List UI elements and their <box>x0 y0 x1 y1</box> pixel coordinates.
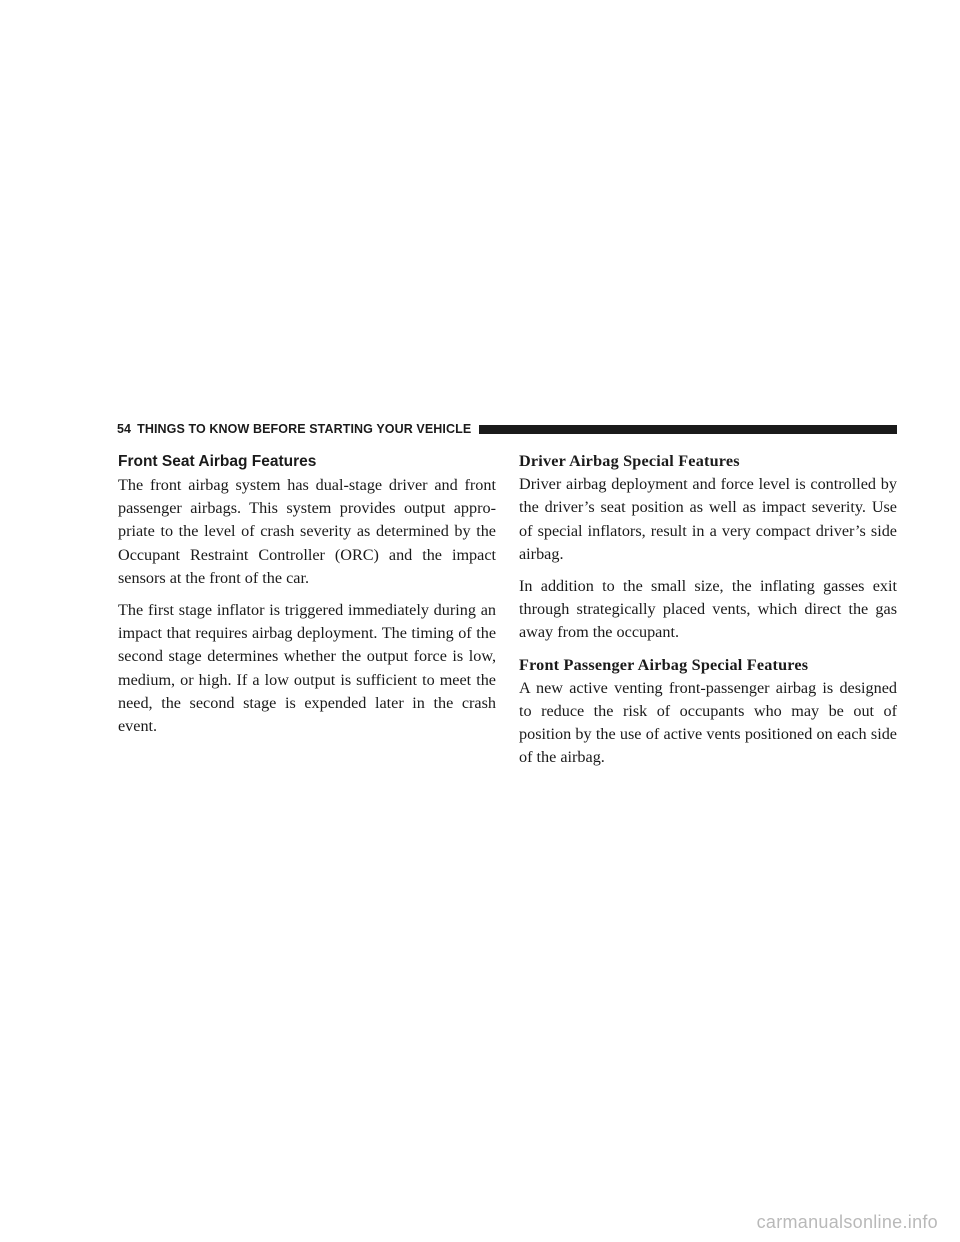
header-rule <box>479 425 897 434</box>
paragraph-driver-vents: In addition to the small size, the inflating gasses exit through strategically placed vents, which direct the gas away from the occupant. <box>519 577 897 642</box>
page-number: 54 <box>117 422 132 436</box>
running-header <box>117 421 897 437</box>
paragraph-dual-stage: The front airbag system has dual-stage driver and front passenger airbags. This system provides output appro-priate to the level of crash severity as determined by the Occupant Restraint Controller (ORC) and the impact sensors at the front of the car. <box>118 476 496 587</box>
sub-heading-passenger-airbag: Front Passenger Airbag Special Features <box>519 655 809 674</box>
watermark-text: carmanualsonline.info <box>756 1212 938 1232</box>
chapter-title: THINGS TO KNOW BEFORE STARTING YOUR VEHICLE <box>137 422 472 436</box>
paragraph-first-stage: The first stage inflator is triggered immediately during an impact that requires airbag deployment. The timing of the second stage determines whether the output force is low, medium, or high. If a low output is sufficient to meet the need, the second stage is expended later in the crash event. <box>118 601 496 736</box>
paragraph-passenger-venting: A new active venting front-passenger airbag is designed to reduce the risk of occupants who may be out of position by the use of active vents positioned on each side of the airbag. <box>519 678 897 767</box>
left-column <box>118 450 496 747</box>
right-column <box>519 450 897 779</box>
paragraph-driver-deployment: Driver airbag deployment and force level is controlled by the driver’s seat position as well as impact severity. Use of special inflators, result in a very compact driver’s side airbag. <box>519 475 897 563</box>
sub-heading-driver-airbag: Driver Airbag Special Features <box>519 452 740 470</box>
section-heading-front-seat-airbag: Front Seat Airbag Features <box>118 453 317 470</box>
